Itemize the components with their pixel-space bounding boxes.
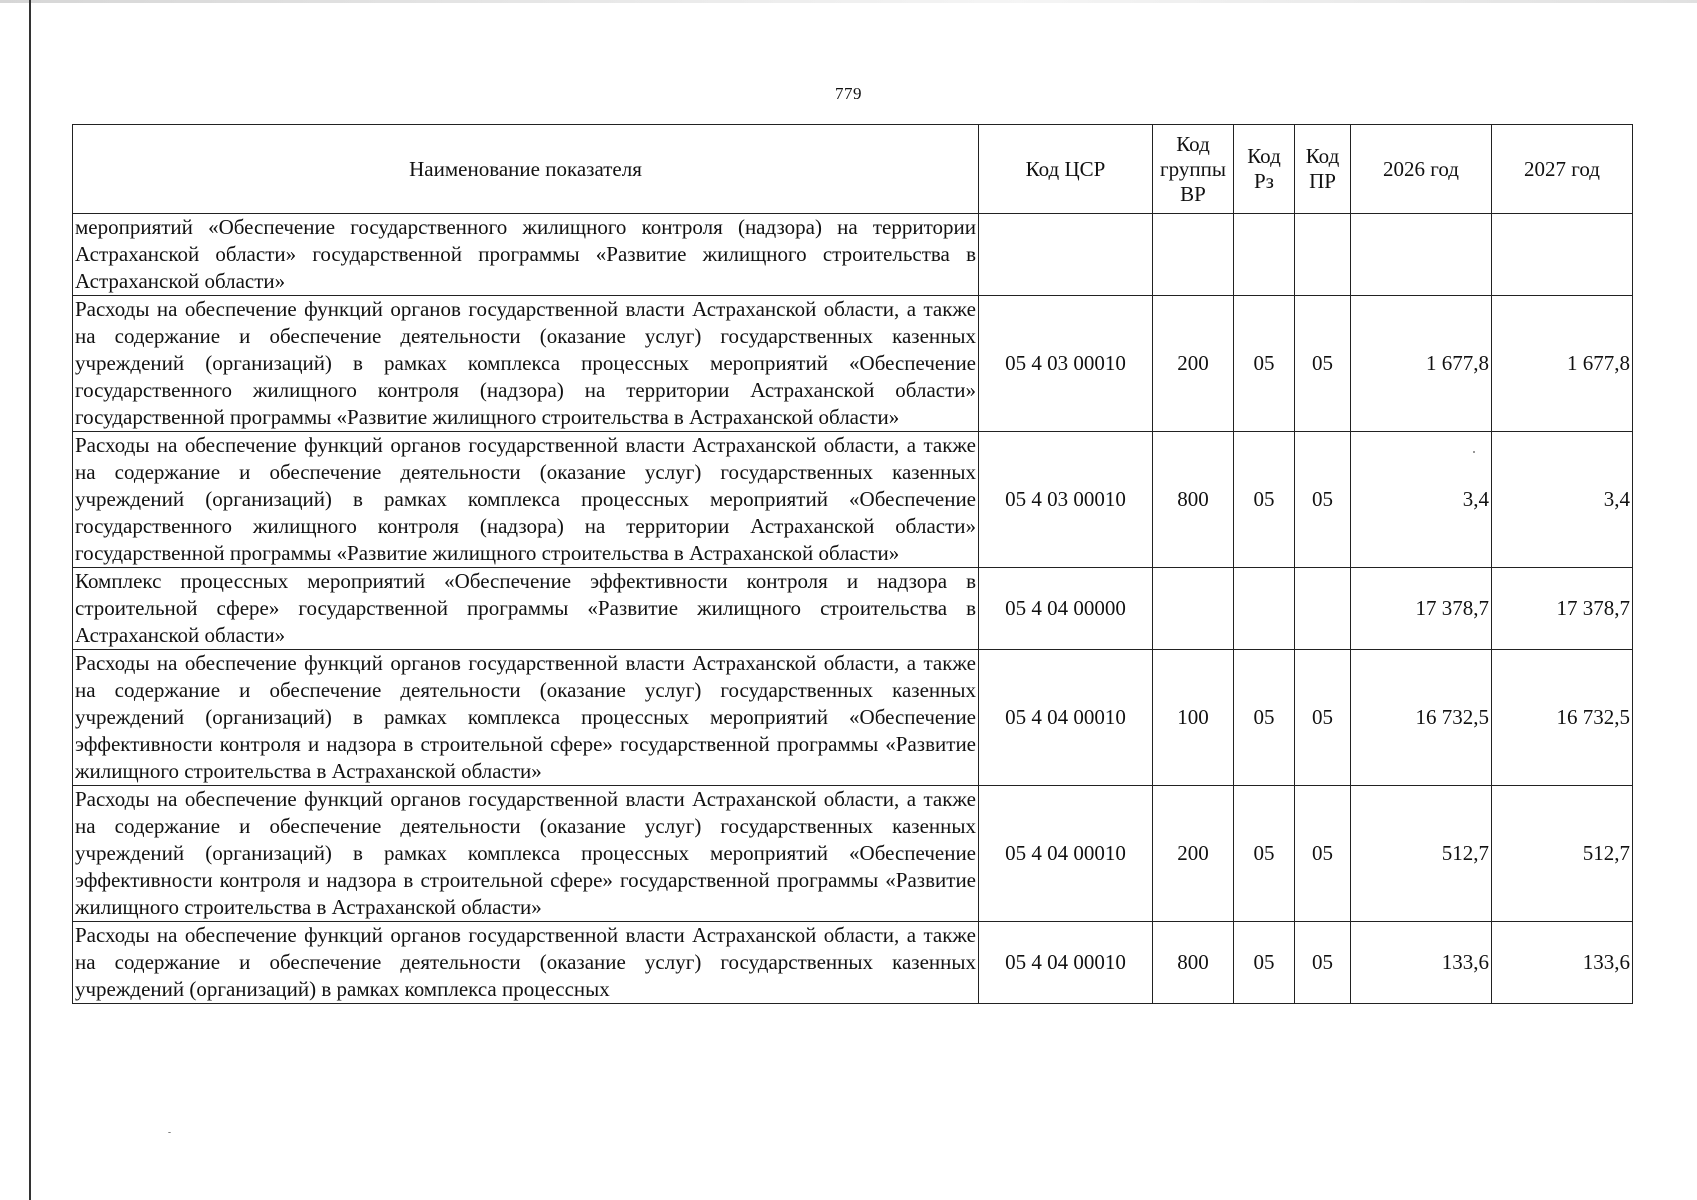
cell-2026: 3,4 [1351, 432, 1492, 568]
cell-vr [1153, 568, 1234, 650]
scan-edge-left [29, 0, 31, 1200]
cell-name: мероприятий «Обеспечение государственного жилищного контроля (надзора) на территории Астраханской области» государственной программы «Развитие жилищного строительства в Астраханской области» [73, 214, 979, 296]
header-2027: 2027 год [1492, 125, 1633, 214]
cell-2026: 133,6 [1351, 922, 1492, 1004]
cell-rz: 05 [1234, 786, 1295, 922]
table-row [73, 214, 1633, 296]
cell-csr: 05 4 04 00000 [979, 568, 1153, 650]
cell-csr: 05 4 04 00010 [979, 922, 1153, 1004]
table-row [73, 432, 1633, 568]
cell-csr: 05 4 04 00010 [979, 786, 1153, 922]
cell-rz: 05 [1234, 922, 1295, 1004]
cell-vr: 200 [1153, 786, 1234, 922]
cell-2027: 17 378,7 [1492, 568, 1633, 650]
cell-pr [1295, 214, 1351, 296]
header-2026: 2026 год [1351, 125, 1492, 214]
cell-vr: 800 [1153, 922, 1234, 1004]
cell-2026: 1 677,8 [1351, 296, 1492, 432]
budget-table [72, 124, 1633, 1004]
cell-2027 [1492, 214, 1633, 296]
cell-name: Расходы на обеспечение функций органов государственной власти Астраханской области, а также на содержание и обеспечение деятельности (оказание услуг) государственных казенных учреждений (организаций) в рамках комплекса процессных мероприятий «Обеспечение эффективности контроля и надзора в строительной сфере» государственной программы «Развитие жилищного строительства в Астраханской области» [73, 650, 979, 786]
table-row [73, 786, 1633, 922]
cell-2027: 16 732,5 [1492, 650, 1633, 786]
table-row [73, 296, 1633, 432]
cell-csr [979, 214, 1153, 296]
cell-name: Расходы на обеспечение функций органов государственной власти Астраханской области, а также на содержание и обеспечение деятельности (оказание услуг) государственных казенных учреждений (организаций) в рамках комплекса процессных [73, 922, 979, 1004]
cell-vr: 800 [1153, 432, 1234, 568]
cell-rz: 05 [1234, 296, 1295, 432]
scan-speck [1473, 451, 1475, 453]
cell-2026 [1351, 214, 1492, 296]
table-row [73, 568, 1633, 650]
cell-2027: 512,7 [1492, 786, 1633, 922]
cell-2027: 3,4 [1492, 432, 1633, 568]
header-csr: Код ЦСР [979, 125, 1153, 214]
header-vr: Код группы ВР [1153, 125, 1234, 214]
table-row [73, 922, 1633, 1004]
cell-name: Расходы на обеспечение функций органов государственной власти Астраханской области, а также на содержание и обеспечение деятельности (оказание услуг) государственных казенных учреждений (организаций) в рамках комплекса процессных мероприятий «Обеспечение государственного жилищного контроля (надзора) на территории Астраханской области» государственной программы «Развитие жилищного строительства в Астраханской области» [73, 432, 979, 568]
cell-pr [1295, 568, 1351, 650]
cell-vr: 100 [1153, 650, 1234, 786]
cell-pr: 05 [1295, 650, 1351, 786]
cell-2027: 1 677,8 [1492, 296, 1633, 432]
cell-2026: 17 378,7 [1351, 568, 1492, 650]
cell-name: Расходы на обеспечение функций органов государственной власти Астраханской области, а также на содержание и обеспечение деятельности (оказание услуг) государственных казенных учреждений (организаций) в рамках комплекса процессных мероприятий «Обеспечение эффективности контроля и надзора в строительной сфере» государственной программы «Развитие жилищного строительства в Астраханской области» [73, 786, 979, 922]
cell-vr [1153, 214, 1234, 296]
cell-csr: 05 4 03 00010 [979, 296, 1153, 432]
table-header-row [73, 125, 1633, 214]
cell-rz [1234, 214, 1295, 296]
page-number: 779 [835, 84, 862, 103]
cell-pr: 05 [1295, 296, 1351, 432]
cell-csr: 05 4 04 00010 [979, 650, 1153, 786]
table-row [73, 650, 1633, 786]
cell-name: Комплекс процессных мероприятий «Обеспечение эффективности контроля и надзора в строительной сфере» государственной программы «Развитие жилищного строительства в Астраханской области» [73, 568, 979, 650]
cell-csr: 05 4 03 00010 [979, 432, 1153, 568]
cell-2026: 16 732,5 [1351, 650, 1492, 786]
cell-pr: 05 [1295, 432, 1351, 568]
cell-rz [1234, 568, 1295, 650]
scan-speck [168, 1132, 171, 1133]
header-name: Наименование показателя [73, 125, 979, 214]
scan-edge-top [0, 0, 1697, 3]
cell-2026: 512,7 [1351, 786, 1492, 922]
cell-name: Расходы на обеспечение функций органов государственной власти Астраханской области, а также на содержание и обеспечение деятельности (оказание услуг) государственных казенных учреждений (организаций) в рамках комплекса процессных мероприятий «Обеспечение государственного жилищного контроля (надзора) на территории Астраханской области» государственной программы «Развитие жилищного строительства в Астраханской области» [73, 296, 979, 432]
cell-2027: 133,6 [1492, 922, 1633, 1004]
cell-pr: 05 [1295, 786, 1351, 922]
cell-rz: 05 [1234, 432, 1295, 568]
cell-vr: 200 [1153, 296, 1234, 432]
cell-pr: 05 [1295, 922, 1351, 1004]
cell-rz: 05 [1234, 650, 1295, 786]
header-pr: Код ПР [1295, 125, 1351, 214]
header-rz: Код Рз [1234, 125, 1295, 214]
